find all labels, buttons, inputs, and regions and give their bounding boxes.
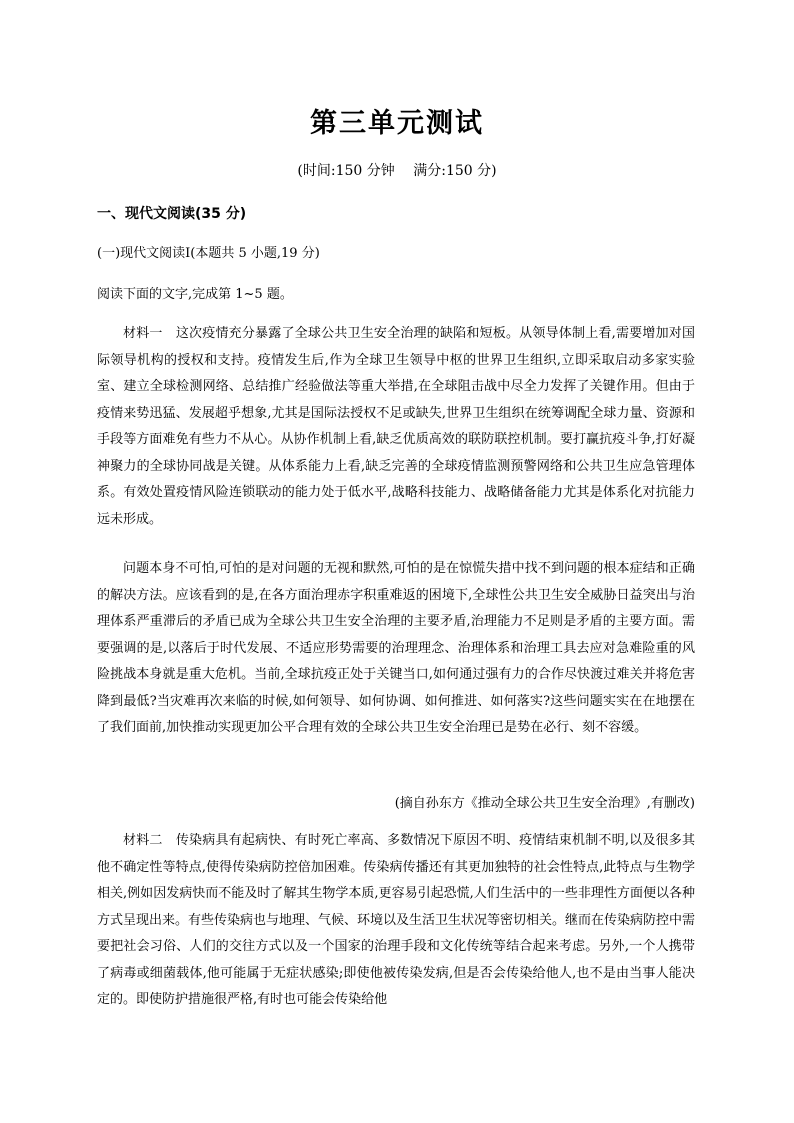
paragraph-material-one-continued: 问题本身不可怕,可怕的是对问题的无视和默然,可怕的是在惊慌失措中找不到问题的根本症结和正确的解决方法。应该看到的是,在各方面治理赤字积重难返的困境下,全球性公共卫生安全威胁日益突出与治理体系严重滞后的矛盾已成为全球公共卫生安全治理的主要矛盾,治理能力不足则是矛盾的主要方面。需要强调的是,以落后于时代发展、不适应形势需要的治理理念、治理体系和治理工具去应对急难险重的风险挑战本身就是重大危机。当前,全球抗疫正处于关键当口,如何通过强有力的合作尽快渡过难关并将危害降到最低?当灾难再次来临的时候,如何领导、如何协调、如何推进、如何落实?这些问题实实在在地摆在了我们面前,加快推动实现更加公平合理有效的全球公共卫生安全治理已是势在必行、刻不容缓。 [97,561,695,735]
exam-time-score: (时间:150 分钟 满分:150 分) [297,163,497,179]
sub-section-heading: (一)现代文阅读Ⅰ(本题共 5 小题,19 分) [97,246,320,261]
section-heading: 一、现代文阅读(35 分) [97,206,247,222]
source-citation: (摘自孙东方《推动全球公共卫生安全治理》,有删改) [394,796,695,811]
reading-instruction: 阅读下面的文字,完成第 1~5 题。 [97,287,293,302]
paragraph-material-two: 材料二 传染病具有起病快、有时死亡率高、多数情况下原因不明、疫情结束机制不明,以及很多其他不确定性等特点,使得传染病防控倍加困难。传染病传播还有其更加独特的社会性特点,此特点与生物学相关,例如因发病快而不能及时了解其生物学本质,更容易引起恐慌,人们生活中的一些非理性方面便以各种方式呈现出来。有些传染病也与地理、气候、环境以及生活卫生状况等密切相关。继而在传染病防控中需要把社会习俗、人们的交往方式以及一个国家的治理手段和文化传统等结合起来考虑。另外,一个人携带了病毒或细菌载体,他可能属于无症状感染;即使他被传染发病,但是否会传染给他人,也不是由当事人能决定的。即使防护措施很严格,有时也可能会传染给他 [97,833,696,1007]
document-title: 第三单元测试 [310,108,484,139]
paragraph-material-one: 材料一 这次疫情充分暴露了全球公共卫生安全治理的缺陷和短板。从领导体制上看,需要增加对国际领导机构的授权和支持。疫情发生后,作为全球卫生领导中枢的世界卫生组织,立即采取启动多家实验室、建立全球检测网络、总结推广经验做法等重大举措,在全球阻击战中尽全力发挥了关键作用。但由于疫情来势迅猛、发展超乎想象,尤其是国际法授权不足或缺失,世界卫生组织在统筹调配全球力量、资源和手段等方面难免有些力不从心。从协作机制上看,缺乏优质高效的联防联控机制。要打赢抗疫斗争,打好凝神聚力的全球协同战是关键。从体系能力上看,缺乏完善的全球疫情监测预警网络和公共卫生应急管理体系。有效处置疫情风险连锁联动的能力处于低水平,战略科技能力、战略储备能力尤其是体系化对抗能力远未形成。 [97,326,695,527]
